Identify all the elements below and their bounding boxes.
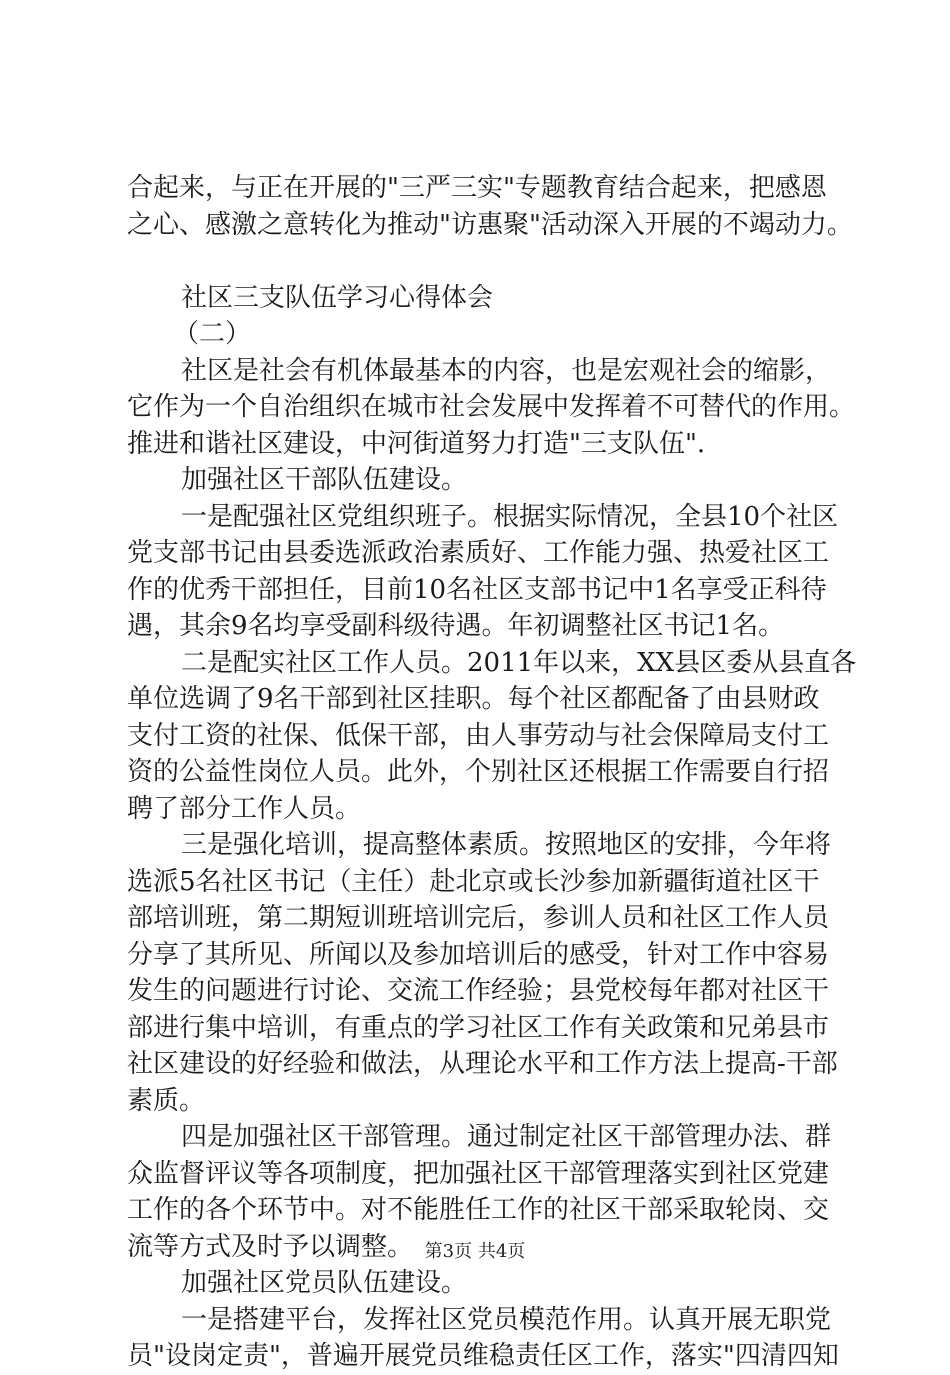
text-line: 选派5名社区书记（主任）赴北京或长沙参加新疆街道社区干 — [127, 866, 820, 897]
text-line: 加强社区干部队伍建设。 — [181, 465, 468, 495]
text-line: 加强社区党员队伍建设。 — [181, 1268, 468, 1298]
text-line: 众监督评议等各项制度，把加强社区干部管理落实到社区党建 — [127, 1158, 830, 1189]
text-line: 一是配强社区党组织班子。根据实际情况，全县10个社区 — [181, 501, 839, 532]
text-line: 资的公益性岗位人员。此外，个别社区还根据工作需要自行招 — [127, 757, 830, 787]
text-line: 社区建设的好经验和做法，从理论水平和工作方法上提高-干部 — [127, 1049, 838, 1079]
text-line: 聘了部分工作人员。 — [127, 793, 362, 824]
text-line: 发生的问题进行讨论、交流工作经验；县党校每年都对社区干 — [127, 976, 830, 1006]
text-line: （二） — [173, 319, 252, 349]
text-line: 作的优秀干部担任，目前10名社区支部书记中1名享受正科待 — [127, 574, 827, 605]
text-line: 推进和谐社区建设，中河街道努力打造"三支队伍". — [127, 428, 706, 459]
text-line: 员"设岗定责"，普遍开展党员维稳责任区工作，落实"四清四知 — [127, 1341, 839, 1371]
text-line: 合起来，与正在开展的"三严三实"专题教育结合起来，把感恩 — [127, 173, 827, 203]
text-line: 它作为一个自治组织在城市社会发展中发挥着不可替代的作用。 — [127, 392, 856, 422]
text-line: 一是搭建平台，发挥社区党员模范作用。认真开展无职党 — [181, 1304, 832, 1335]
text-line: 二是配实社区工作人员。2011年以来，XX县区委从县直各 — [181, 647, 857, 678]
text-line: 社区是社会有机体最基本的内容，也是宏观社会的缩影， — [181, 355, 832, 386]
text-line: 社区三支队伍学习心得体会 — [181, 282, 494, 313]
text-line: 支付工资的社保、低保干部，由人事劳动与社会保障局支付工 — [127, 720, 830, 751]
text-line: 流等方式及时予以调整。 — [127, 1231, 414, 1262]
page-footer: 第3页 共4页 — [424, 1241, 526, 1262]
text-line: 三是强化培训，提高整体素质。按照地区的安排，今年将 — [181, 830, 832, 860]
text-line: 素质。 — [127, 1085, 206, 1116]
text-line: 分享了其所见、所闻以及参加培训后的感受，针对工作中容易 — [127, 939, 830, 970]
text-line: 部进行集中培训，有重点的学习社区工作有关政策和兄弟县市 — [127, 1012, 830, 1043]
document-body — [127, 170, 857, 1375]
text-line: 四是加强社区干部管理。通过制定社区干部管理办法、群 — [181, 1122, 832, 1152]
text-line: 工作的各个环节中。对不能胜任工作的社区干部采取轮岗、交 — [127, 1195, 830, 1225]
text-line: 遇，其余9名均享受副科级待遇。年初调整社区书记1名。 — [127, 611, 785, 641]
text-line: 党支部书记由县委选派政治素质好、工作能力强、热爱社区工 — [127, 538, 830, 568]
text-line: 单位选调了9名干部到社区挂职。每个社区都配备了由县财政 — [127, 684, 820, 714]
text-line: 之心、感激之意转化为推动"访惠聚"活动深入开展的不竭动力。 — [127, 209, 853, 240]
text-line: 部培训班，第二期短训班培训完后，参训人员和社区工作人员 — [127, 903, 830, 933]
paragraph-gap — [127, 243, 847, 280]
